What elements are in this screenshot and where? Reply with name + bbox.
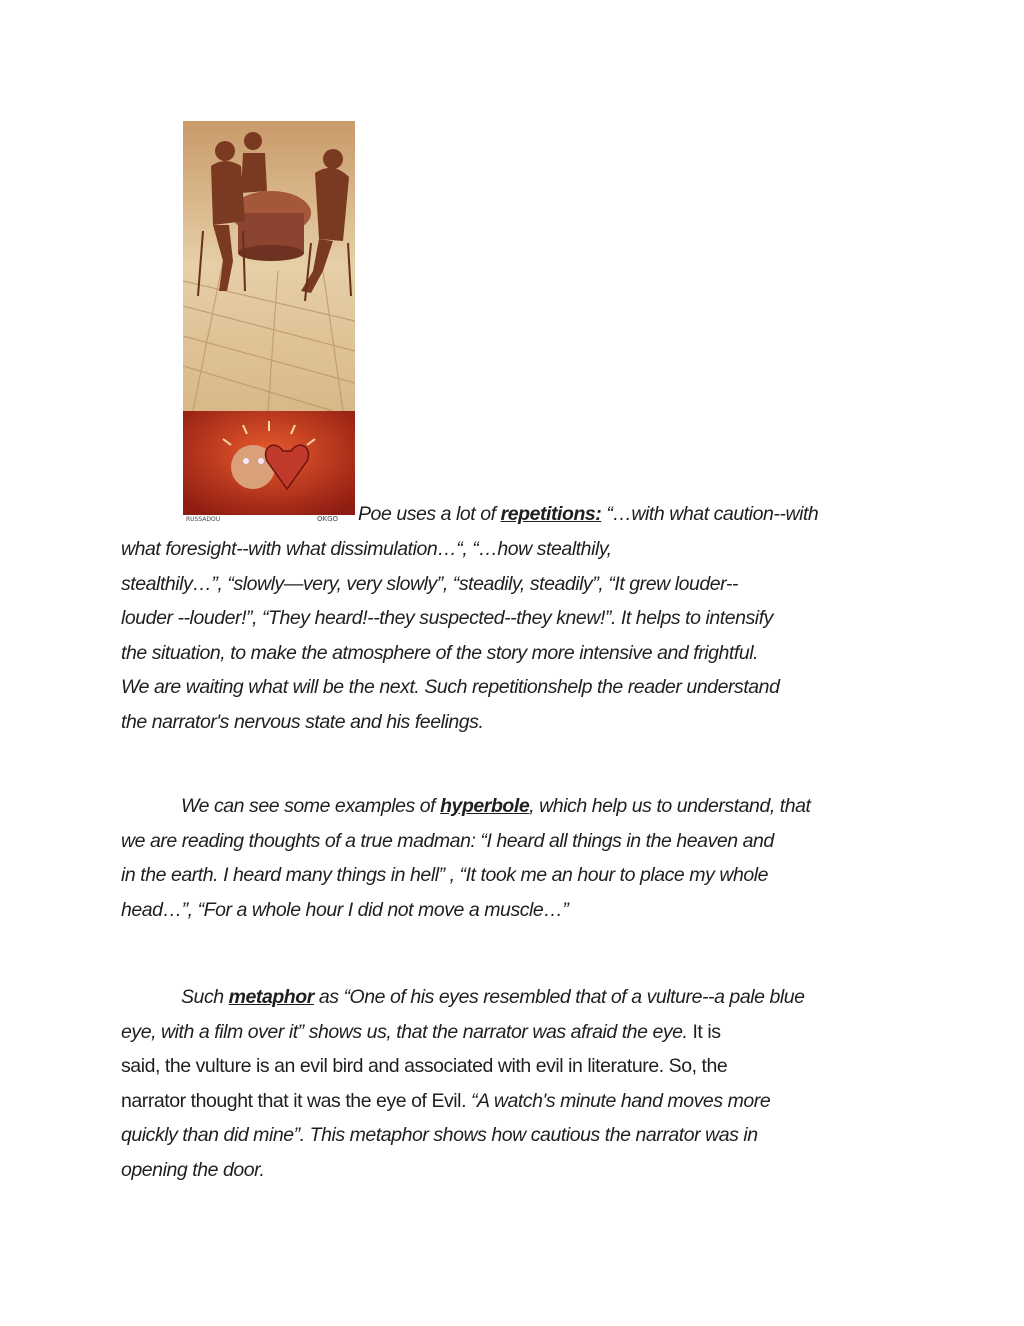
story-illustration [183,121,355,523]
paragraph-hyperbole [121,789,911,927]
text-line: louder --louder!”, “They heard!--they suspected--they knew!”. It helps to intensify [121,607,773,629]
term-repetitions: repetitions: [500,503,602,525]
text-line [121,1015,911,1050]
text-run: eye, with a film over it” shows us, that the narrator was afraid the eye. [121,1020,693,1043]
text-line [121,789,911,824]
illustration-image [183,121,355,523]
text-line: opening the door. [121,1158,265,1181]
caption-right: OKGO [317,515,339,523]
text-run: narrator thought that it was the eye of Evil. [121,1089,472,1112]
text-run: as “One of his eyes resembled that of a vulture--a pale blue [313,986,805,1008]
text-run: “…with what caution--with [601,503,819,525]
text-line: We are waiting what will be the next. Such repetitionshelp the reader understand [121,676,780,698]
text-run: Poe uses a lot of [358,503,501,525]
text-run: Such [181,986,229,1008]
text-line [121,1084,911,1119]
text-line: head…”, “For a whole hour I did not move a muscle…” [121,898,569,921]
text-line: the narrator's nervous state and his feelings. [121,710,484,733]
term-metaphor: metaphor [228,986,314,1008]
text-run: We can see some examples of [181,795,441,817]
text-run: , which help us to understand, that [529,795,811,817]
caption-left: RUSSADOU [186,516,221,523]
text-line: in the earth. I heard many things in hell” , “It took me an hour to place my whole [121,864,769,886]
text-line: said, the vulture is an evil bird and associated with evil in literature. So, the [121,1055,728,1077]
text-line: the situation, to make the atmosphere of the story more intensive and frightful. [121,641,759,664]
paragraph-metaphor [121,980,911,1187]
repetitions-first-line [358,497,918,532]
paragraph-repetitions [121,532,911,739]
text-line [121,980,911,1015]
text-line: we are reading thoughts of a true madman: “I heard all things in the heaven and [121,829,774,852]
text-line: what foresight--with what dissimulation…“, “…how stealthily, [121,538,612,560]
text-run: It is [692,1020,721,1043]
text-line: stealthily…”, “slowly—very, very slowly”, “steadily, steadily”, “It grew louder-- [121,572,738,595]
text-line: quickly than did mine”. This metaphor shows how cautious the narrator was in [121,1124,758,1146]
text-run: “A watch's minute hand moves more [471,1089,771,1112]
term-hyperbole: hyperbole [440,795,530,817]
